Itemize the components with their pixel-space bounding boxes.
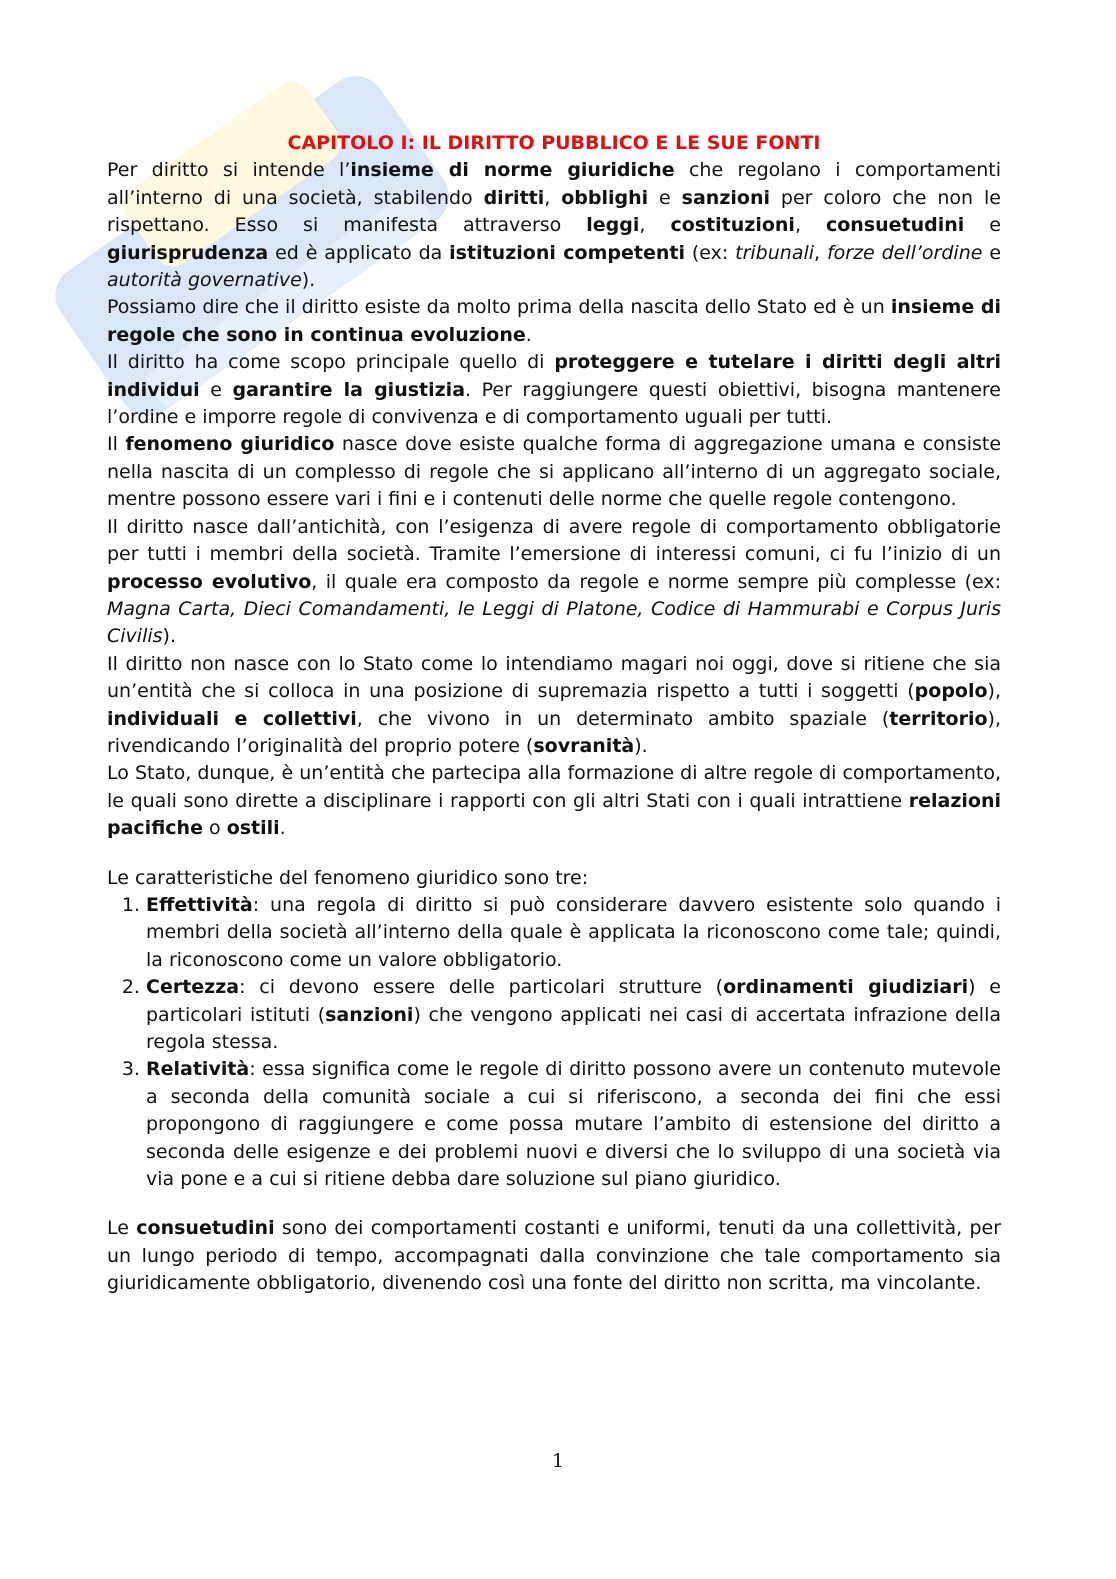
page-number: 1 bbox=[551, 1450, 565, 1472]
bold-text: sovranità bbox=[533, 734, 635, 757]
bold-text: giurisprudenza bbox=[107, 241, 269, 264]
bold-text: fenomeno giuridico bbox=[125, 433, 335, 456]
bold-text: costituzioni bbox=[670, 214, 795, 237]
text-run: ed è applicato da bbox=[268, 241, 450, 264]
bold-text: istituzioni competenti bbox=[449, 241, 685, 264]
paragraph bbox=[107, 294, 1001, 349]
text-run: ), rivendicando l’originalità del proprio potere ( bbox=[107, 707, 1001, 757]
italic-text: autorità governative bbox=[107, 269, 302, 292]
bold-text: obblighi bbox=[561, 186, 649, 209]
paragraph bbox=[107, 157, 1001, 294]
italic-text: forze dell’ordine bbox=[826, 241, 983, 264]
paragraph bbox=[107, 349, 1001, 431]
text-run: per coloro che non le rispettano. Esso si manifesta attraverso bbox=[107, 186, 1001, 237]
bold-text: consuetudini bbox=[825, 214, 965, 237]
text-run: ) e particolari istituti ( bbox=[146, 976, 1001, 1026]
bold-text: ostili bbox=[226, 817, 280, 840]
text-run: ). bbox=[301, 269, 316, 292]
characteristics-list bbox=[107, 892, 1001, 1193]
text-run: ). bbox=[162, 625, 176, 648]
text-run: : ci devono essere delle particolari strutture ( bbox=[239, 976, 724, 999]
text-run: Il diritto non nasce con lo Stato come lo intendiamo magari noi oggi, dove si ritiene che sia un’entità che si colloca in una posizione di supremazia rispetto a tutti i soggetti ( bbox=[107, 652, 1001, 703]
italic-text: Magna Carta, Dieci Comandamenti, le Leggi di Platone, Codice di Hammurabi e Corpus Juris Civilis bbox=[107, 597, 1001, 648]
text-run: , che vivono in un determinato ambito spaziale ( bbox=[356, 707, 890, 730]
text-run: Il diritto ha come scopo principale quello di bbox=[107, 351, 555, 374]
chapter-title: CAPITOLO I: IL DIRITTO PUBBLICO E LE SUE FONTI bbox=[287, 132, 821, 154]
list-item bbox=[146, 892, 1001, 974]
text-run: Per diritto si intende l’ bbox=[107, 159, 351, 182]
paragraph bbox=[107, 431, 1001, 513]
text-run: . Per raggiungere questi obiettivi, bisogna mantenere l’ordine e imporre regole di convivenza e di comportamento uguali per tutti. bbox=[107, 378, 1001, 429]
text-run: e bbox=[648, 186, 682, 209]
text-run: Il diritto nasce dall’antichità, con l’esigenza di avere regole di comportamento obbligatorie per tutti i membri della società. Tramite l’emersione di interessi comuni, ci fu l’inizio di un bbox=[107, 515, 1001, 566]
text-run: , bbox=[639, 214, 671, 237]
text-run: , bbox=[794, 214, 826, 237]
text-run: e bbox=[199, 378, 233, 401]
bold-text: Effettività bbox=[146, 893, 253, 916]
bold-text: individuali e collettivi bbox=[107, 707, 357, 730]
text-run: Le bbox=[107, 1217, 137, 1240]
bold-text: leggi bbox=[586, 214, 640, 237]
text-run: Le caratteristiche del fenomeno giuridico sono tre: bbox=[107, 866, 589, 889]
text-run: , bbox=[814, 241, 827, 264]
bold-text: proteggere e tutelare i diritti degli altri individui bbox=[107, 351, 1001, 401]
text-run: nasce dove esiste qualche forma di aggregazione umana e consiste nella nascita di un complesso di regole che si applicano all’interno di un aggregato sociale, mentre possono essere vari i fini e i contenuti delle norme che quelle regole contengono. bbox=[107, 433, 1002, 511]
bold-text: consuetudini bbox=[136, 1217, 275, 1240]
document-page bbox=[107, 130, 1001, 1298]
text-run: o bbox=[202, 817, 227, 840]
text-run: . bbox=[279, 817, 286, 840]
text-run: . bbox=[525, 323, 532, 346]
bold-text: Relatività bbox=[146, 1058, 250, 1081]
bold-text: insieme di norme giuridiche bbox=[350, 159, 675, 182]
text-run: sono dei comportamenti costanti e uniformi, tenuti da una collettività, per un lungo periodo di tempo, accompagnati dalla convinzione che tale comportamento sia giuridicamente obbligatorio, divenendo così una fonte del diritto non scritta, ma vincolante. bbox=[107, 1217, 1002, 1295]
paragraph bbox=[107, 514, 1001, 651]
closing-paragraph bbox=[107, 1215, 1001, 1297]
bold-text: relazioni pacifiche bbox=[107, 789, 1001, 840]
text-run: (ex: bbox=[685, 241, 736, 264]
bold-text: Certezza bbox=[146, 976, 240, 999]
bold-text: territorio bbox=[889, 707, 988, 730]
italic-text: tribunali bbox=[735, 241, 815, 264]
text-run: ), bbox=[987, 680, 1001, 703]
bold-text: ordinamenti giudiziari bbox=[723, 976, 969, 999]
text-run: e bbox=[982, 241, 1002, 264]
bold-text: diritti bbox=[483, 186, 545, 209]
text-run: , il quale era composto da regole e norme sempre più complesse (ex: bbox=[311, 570, 1001, 593]
text-run: Il bbox=[107, 433, 126, 456]
text-run: , bbox=[544, 186, 562, 209]
paragraph bbox=[107, 760, 1001, 842]
bold-text: garantire la giustizia bbox=[232, 378, 466, 401]
bold-text: processo evolutivo bbox=[107, 570, 312, 593]
text-run: che regolano i comportamenti all’interno di una società, stabilendo bbox=[107, 159, 1001, 209]
bold-text: insieme di regole che sono in continua evoluzione bbox=[107, 296, 1001, 346]
text-run: ) che vengono applicati nei casi di accertata infrazione della regola stessa. bbox=[146, 1003, 1001, 1053]
list-item bbox=[146, 1056, 1001, 1193]
text-run: : essa significa come le regole di diritto possono avere un contenuto mutevole a seconda della comunità sociale a cui si riferiscono, a seconda dei fini che essi propongono di raggiungere e come possa mutare l’ambito di estensione del diritto a seconda delle esigenze e dei problemi nuovi e diversi che lo sviluppo di una società via via pone e a cui si ritiene debba dare soluzione sul piano giuridico. bbox=[146, 1058, 1001, 1191]
paragraph bbox=[107, 651, 1001, 761]
text-run: Possiamo dire che il diritto esiste da molto prima della nascita dello Stato ed è un bbox=[107, 296, 891, 319]
text-run: ). bbox=[634, 734, 648, 757]
list-intro bbox=[107, 865, 1001, 892]
bold-text: sanzioni bbox=[681, 186, 770, 209]
text-run: Lo Stato, dunque, è un’entità che partecipa alla formazione di altre regole di comportamento, le quali sono dirette a disciplinare i rapporti con gli altri Stati con i quali intrattiene bbox=[107, 762, 1001, 812]
bold-text: popolo bbox=[914, 680, 988, 703]
body-paragraphs bbox=[107, 157, 1001, 842]
list-item bbox=[146, 974, 1001, 1056]
bold-text: sanzioni bbox=[325, 1003, 414, 1026]
text-run: : una regola di diritto si può considerare davvero esistente solo quando i membri della società all’interno della quale è applicata la riconoscono come tale; quindi, la riconoscono come un valore obbligatorio. bbox=[146, 893, 1001, 971]
text-run: e bbox=[964, 214, 1001, 237]
